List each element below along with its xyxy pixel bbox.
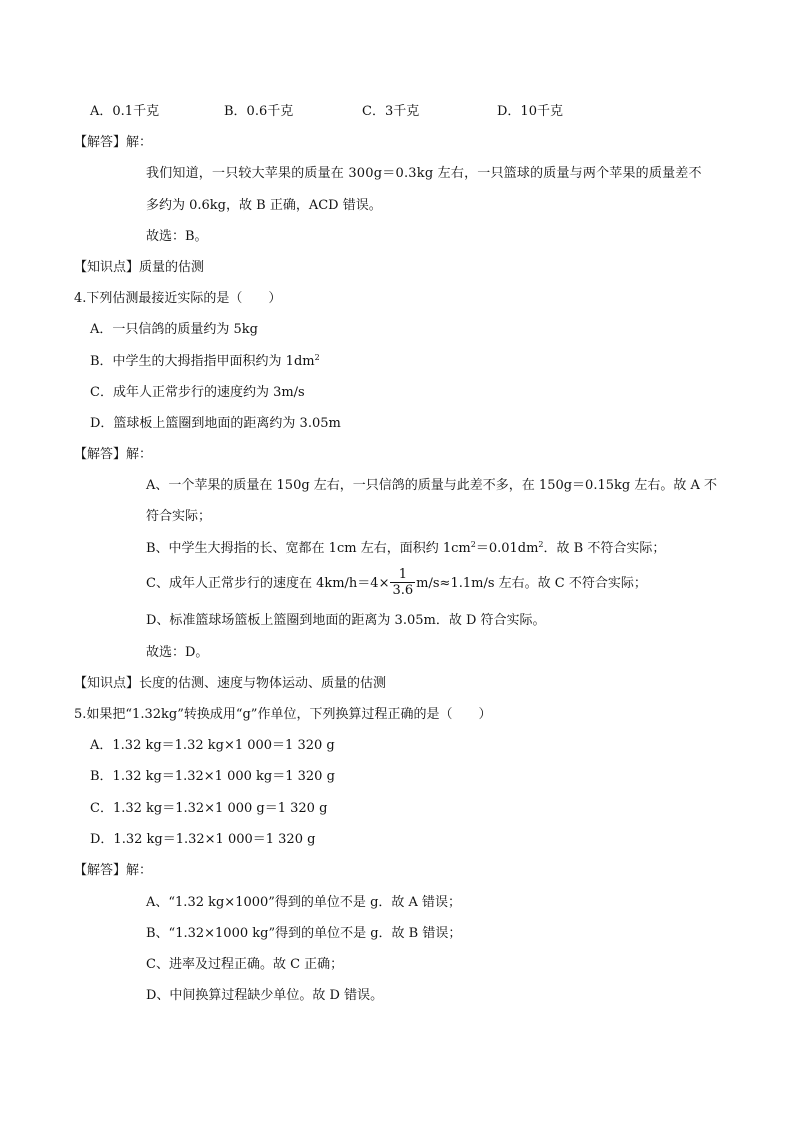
q3-answer-line2: 多约为 0.6kg，故 B 正确，ACD 错误。 [146,198,382,213]
q5-answer-label: 【解答】解： [74,863,153,878]
q4-answer-b-sup2: 2 [538,540,544,549]
q4-answer-c-part2: m/s≈1.1m/s 左右。故 C 不符合实际； [416,576,647,591]
q5-answer-d-line: D、中间换算过程缺少单位。故 D 错误。 [146,988,384,1003]
q3-option-c: C．3千克 [362,104,420,119]
q3-options-row [0,102,794,122]
fraction-numerator: 1 [398,567,407,582]
q3-option-d: D．10千克 [497,104,563,119]
q4-option-b-text: B．中学生的大拇指指甲面积约为 1dm [90,354,315,369]
q3-choice: 故选：B。 [146,229,208,244]
q4-stem: 4.下列估测最接近实际的是（ ） [74,291,282,306]
q3-option-a: A．0.1千克 [90,104,160,119]
q4-option-b-superscript: 2 [314,353,320,362]
q4-knowledge-label: 【知识点】 [74,676,140,691]
fraction-denominator: 3.6 [392,583,414,598]
q4-answer-b-line [146,539,665,559]
q3-answer-line1: 我们知道，一只较大苹果的质量在 300g＝0.3kg 左右，一只篮球的质量与两个苹果的质量差不 [146,166,702,181]
q5-answer-a-line: A、“1.32 kg×1000”得到的单位不是 g．故 A 错误； [146,895,462,910]
q5-option-d: D．1.32 kg＝1.32×1 000＝1 320 g [90,832,316,847]
q3-knowledge-label: 【知识点】 [74,260,140,275]
q5-option-a: A．1.32 kg＝1.32 kg×1 000＝1 320 g [90,738,335,753]
q4-option-d: D．篮球板上篮圈到地面的距离约为 3.05m [90,416,341,431]
q3-option-b: B．0.6千克 [224,104,294,119]
q4-answer-b-sup1: 2 [470,540,476,549]
q4-option-b [90,352,320,372]
q4-answer-d-line: D、标准篮球场篮板上篮圈到地面的距离为 3.05m．故 D 符合实际。 [146,613,546,628]
q4-choice: 故选：D。 [146,645,209,660]
q4-answer-c-part1: C、成年人正常步行的速度在 4km/h＝4× [146,576,390,591]
q4-answer-b-part3: ．故 B 不符合实际； [543,541,666,556]
q4-answer-c-line [146,567,647,601]
q3-knowledge-text: 质量的估测 [139,260,205,275]
q4-answer-b-part2: ＝0.01dm [475,541,539,556]
q3-answer-label: 【解答】解： [74,135,153,150]
q4-answer-a-line1: A、一个苹果的质量在 150g 左右，一只信鸽的质量与此差不多，在 150g＝0.15kg 左右。故 A 不 [146,478,717,493]
q5-option-b: B．1.32 kg＝1.32×1 000 kg＝1 320 g [90,769,335,784]
q5-answer-c-line: C、进率及过程正确。故 C 正确； [146,957,344,972]
q4-answer-c-fraction [390,567,415,598]
q5-answer-b-line: B、“1.32×1000 kg”得到的单位不是 g．故 B 错误； [146,926,462,941]
q4-answer-a-line2: 符合实际； [146,509,212,524]
q3-knowledge-point [74,258,204,278]
q4-option-c: C．成年人正常步行的速度约为 3m/s [90,385,305,400]
q4-knowledge-text: 长度的估测、速度与物体运动、质量的估测 [139,676,387,691]
q5-option-c: C．1.32 kg＝1.32×1 000 g＝1 320 g [90,801,328,816]
q5-stem: 5.如果把“1.32kg”转换成用“g”作单位，下列换算过程正确的是（ ） [74,707,492,722]
q4-option-a: A．一只信鸽的质量约为 5kg [90,322,258,337]
q4-knowledge-point [74,674,386,694]
q4-answer-label: 【解答】解： [74,447,153,462]
q4-answer-b-part1: B、中学生大拇指的长、宽都在 1cm 左右，面积约 1cm [146,541,471,556]
